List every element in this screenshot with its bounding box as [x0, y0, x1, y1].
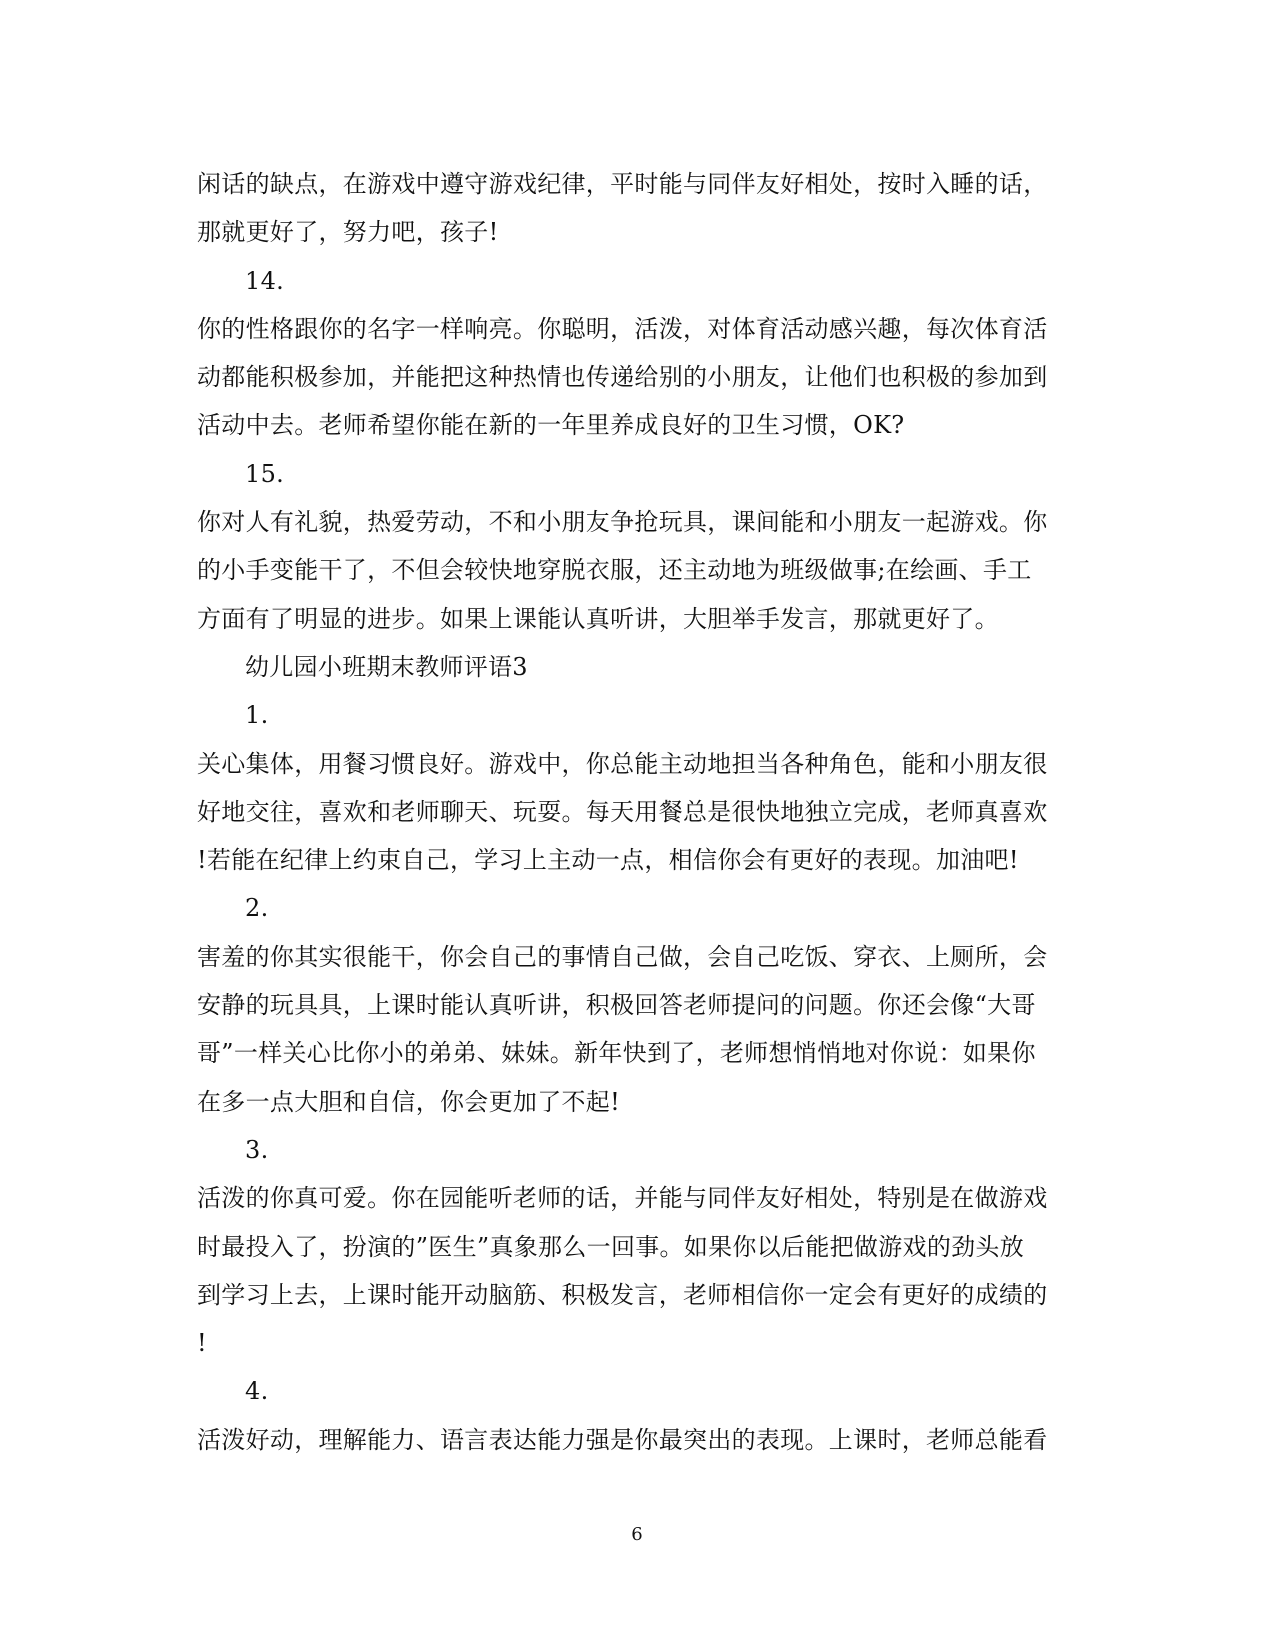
- text-line: 你对人有礼貌，热爱劳动，不和小朋友争抢玩具，课间能和小朋友一起游戏。你: [197, 508, 1048, 537]
- section-label: 1.: [245, 701, 269, 730]
- text-line: 活动中去。老师希望你能在新的一年里养成良好的卫生习惯，OK?: [197, 411, 905, 440]
- text-line: 活泼的你真可爱。你在园能听老师的话，并能与同伴友好相处，特别是在做游戏: [197, 1184, 1048, 1213]
- text-line: 方面有了明显的进步。如果上课能认真听讲，大胆举手发言，那就更好了。: [197, 604, 999, 633]
- section-label: 4.: [245, 1377, 269, 1406]
- section-label: 15.: [245, 459, 285, 488]
- text-line: 好地交往，喜欢和老师聊天、玩耍。每天用餐总是很快地独立完成，老师真喜欢: [197, 797, 1048, 826]
- text-line: 时最投入了，扮演的”医生”真象那么一回事。如果你以后能把做游戏的劲头放: [197, 1232, 1025, 1261]
- text-line: 那就更好了，努力吧，孩子!: [197, 218, 499, 247]
- text-line: 安静的玩具具，上课时能认真听讲，积极回答老师提问的问题。你还会像“大哥: [197, 991, 1036, 1020]
- section-label: 2.: [245, 894, 269, 923]
- section-label: 幼儿园小班期末教师评语3: [245, 652, 528, 681]
- text-line: 活泼好动，理解能力、语言表达能力强是你最突出的表现。上课时，老师总能看: [197, 1425, 1048, 1454]
- section-label: 3.: [245, 1135, 269, 1164]
- text-line: !若能在纪律上约束自己，学习上主动一点，相信你会有更好的表现。加油吧!: [197, 846, 1019, 875]
- page-number: 6: [631, 1524, 643, 1545]
- text-line: 你的性格跟你的名字一样响亮。你聪明，活泼，对体育活动感兴趣，每次体育活: [197, 314, 1048, 343]
- text-line: 到学习上去，上课时能开动脑筋、积极发言，老师相信你一定会有更好的成绩的: [197, 1280, 1048, 1309]
- text-line: 动都能积极参加，并能把这种热情也传递给别的小朋友，让他们也积极的参加到: [197, 363, 1048, 392]
- section-label: 14.: [245, 266, 285, 295]
- text-line: 在多一点大胆和自信，你会更加了不起!: [197, 1087, 621, 1116]
- text-line: 闲话的缺点，在游戏中遵守游戏纪律，平时能与同伴友好相处，按时入睡的话，: [197, 170, 1048, 198]
- text-line: 关心集体，用餐习惯良好。游戏中，你总能主动地担当各种角色，能和小朋友很: [197, 749, 1048, 778]
- text-line: 哥”一样关心比你小的弟弟、妹妹。新年快到了，老师想悄悄地对你说：如果你: [197, 1039, 1036, 1068]
- text-line: 的小手变能干了，不但会较快地穿脱衣服，还主动地为班级做事;在绘画、手工: [197, 556, 1032, 585]
- text-line: 害羞的你其实很能干，你会自己的事情自己做，会自己吃饭、穿衣、上厕所，会: [197, 942, 1048, 971]
- document-body: [197, 160, 1077, 1464]
- text-line: !: [197, 1329, 207, 1358]
